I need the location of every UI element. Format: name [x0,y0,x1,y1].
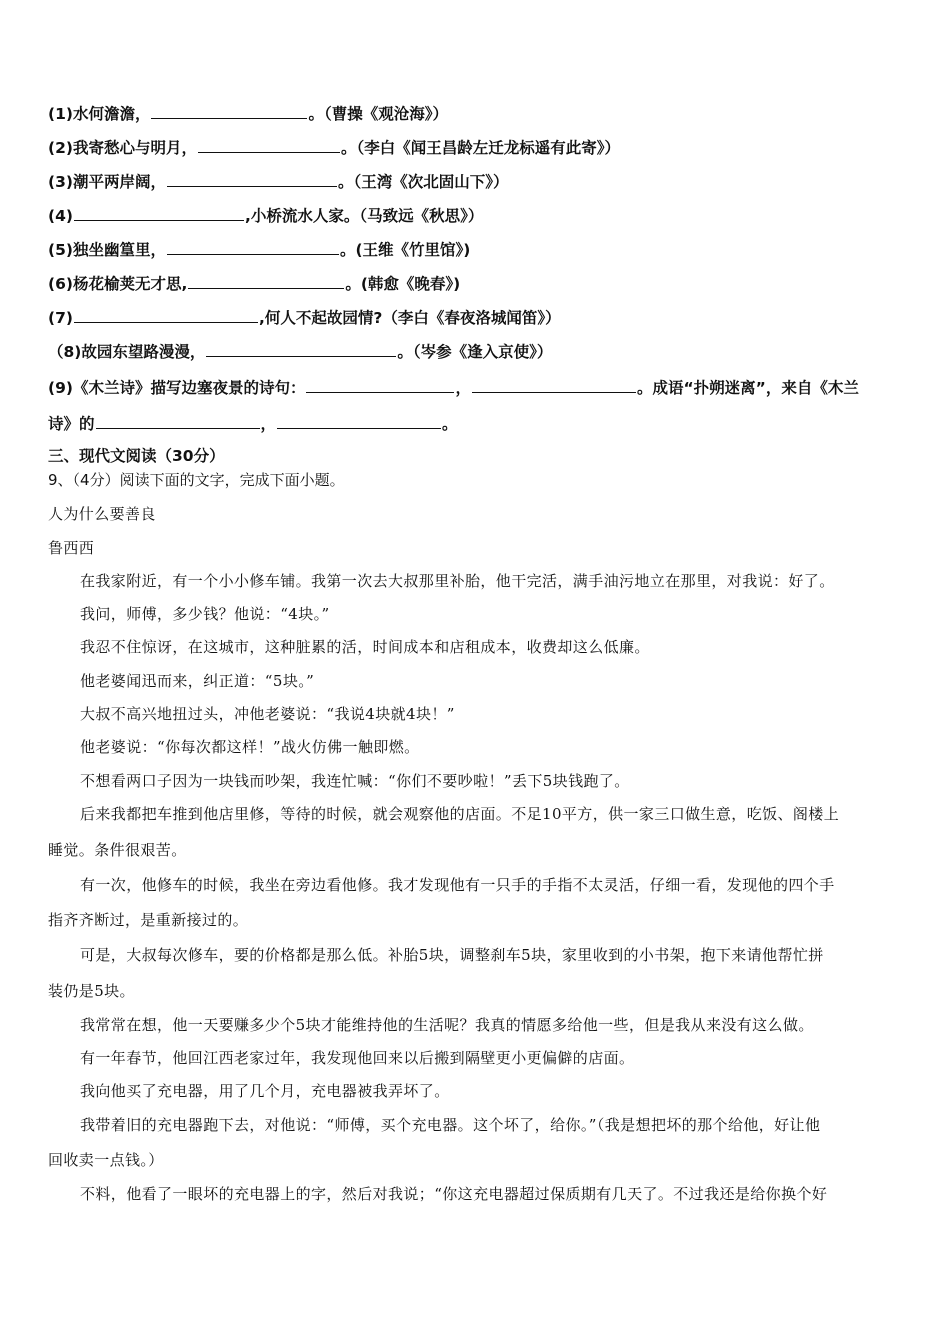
question-1 [48,104,448,123]
question-source: 。（王湾《次北固山下》） [337,173,509,191]
article-line: 有一次，他修车的时候，我坐在旁边看他修。我才发现他有一只手的手指不太灵活，仔细一看，发现他的四个手 [80,876,835,894]
article-line: 不想看两口子因为一块钱而吵架，我连忙喊：“你们不要吵啦！”丢下5块钱跑了。 [80,772,630,790]
question-7 [48,308,561,327]
answer-blank[interactable] [74,206,244,221]
article-line: 可是，大叔每次修车，要的价格都是那么低。补胎5块，调整刹车5块，家里收到的小书架，抱下来请他帮忙拼 [80,946,824,964]
question-separator: ， [455,379,471,397]
question-4 [48,206,483,225]
question-9 [48,378,859,397]
answer-blank[interactable] [306,378,454,393]
answer-blank[interactable] [167,172,337,187]
article-line: 指齐齐断过，是重新接过的。 [48,911,249,929]
article-line: 我向他买了充电器，用了几个月，充电器被我弄坏了。 [80,1082,450,1100]
article-line: 睡觉。条件很艰苦。 [48,841,187,859]
answer-blank[interactable] [96,414,260,429]
article-line: 后来我都把车推到他店里修，等待的时候，就会观察他的店面。不足10平方，供一家三口做生意，吃饭、阁楼上 [80,805,840,823]
question-separator: ， [260,415,277,433]
question-source: 。(王维《竹里馆》) [339,241,471,259]
answer-blank[interactable] [277,414,441,429]
question-text: （8)故园东望路漫漫， [48,343,206,361]
question-text: 。成语“扑朔迷离”，来自《木兰 [636,379,859,397]
question-source: ,何人不起故园情?（李白《春夜洛城闻笛》） [258,309,561,327]
article-line: 我忍不住惊讶，在这城市，这种脏累的活，时间成本和店租成本，收费却这么低廉。 [80,638,650,656]
answer-blank[interactable] [188,274,344,289]
question-text: 。 [442,415,458,433]
article-title: 人为什么要善良 [48,505,156,523]
question-text: (4) [48,207,73,225]
question-6 [48,274,460,293]
article-line: 我带着旧的充电器跑下去，对他说：“师傅，买个充电器。这个坏了，给你。”（我是想把坏的那个给他，好让他 [80,1116,821,1134]
article-line: 装仍是5块。 [48,982,135,1000]
answer-blank[interactable] [472,378,636,393]
question-source: 。（曹操《观沧海》） [308,105,448,123]
answer-blank[interactable] [74,308,258,323]
question-source: ,小桥流水人家。（马致远《秋思》） [244,207,484,225]
question-source: 。（岑参《逢入京使》） [397,343,553,361]
question-3 [48,172,508,191]
article-line: 在我家附近，有一个小小修车铺。我第一次去大叔那里补胎，他干完活，满手油污地立在那里，对我说：好了。 [80,572,835,590]
question-source: 。(韩愈《晚春》) [345,275,461,293]
question-text: (5)独坐幽篁里， [48,241,166,259]
question-9-continued [48,414,458,433]
article-line: 我问，师傅，多少钱？他说：“4块。” [80,605,330,623]
question-5 [48,240,470,259]
answer-blank[interactable] [151,104,307,119]
question-source: 。（李白《闻王昌龄左迁龙标遥有此寄》） [340,139,620,157]
question-text: (1)水何澹澹， [48,105,151,123]
article-line: 大叔不高兴地扭过头，冲他老婆说：“我说4块就4块！” [80,705,455,723]
answer-blank[interactable] [198,138,340,153]
article-line: 我常常在想，他一天要赚多少个5块才能维持他的生活呢？我真的情愿多给他一些，但是我从来没有这么做。 [80,1016,814,1034]
question-text: 诗》的 [48,415,95,433]
question-text: (9)《木兰诗》描写边塞夜景的诗句： [48,379,306,397]
task-instruction: 9、（4分）阅读下面的文字，完成下面小题。 [48,471,345,489]
article-line: 有一年春节，他回江西老家过年，我发现他回来以后搬到隔壁更小更偏僻的店面。 [80,1049,635,1067]
article-line: 不料，他看了一眼坏的充电器上的字，然后对我说；“你这充电器超过保质期有几天了。不过我还是给你换个好 [80,1185,828,1203]
question-2 [48,138,620,157]
answer-blank[interactable] [167,240,339,255]
article-line: 他老婆说：“你每次都这样！”战火仿佛一触即燃。 [80,738,420,756]
answer-blank[interactable] [206,342,396,357]
article-line: 他老婆闻迅而来，纠正道：“5块。” [80,672,315,690]
question-text: (7) [48,309,73,327]
question-text: (2)我寄愁心与明月， [48,139,197,157]
section-title: 三、现代文阅读（30分） [48,447,225,465]
article-author: 鲁西西 [48,539,95,557]
question-8 [48,342,552,361]
article-line: 回收卖一点钱。） [48,1151,164,1169]
question-text: (6)杨花榆荚无才思, [48,275,188,293]
question-text: (3)潮平两岸阔， [48,173,166,191]
